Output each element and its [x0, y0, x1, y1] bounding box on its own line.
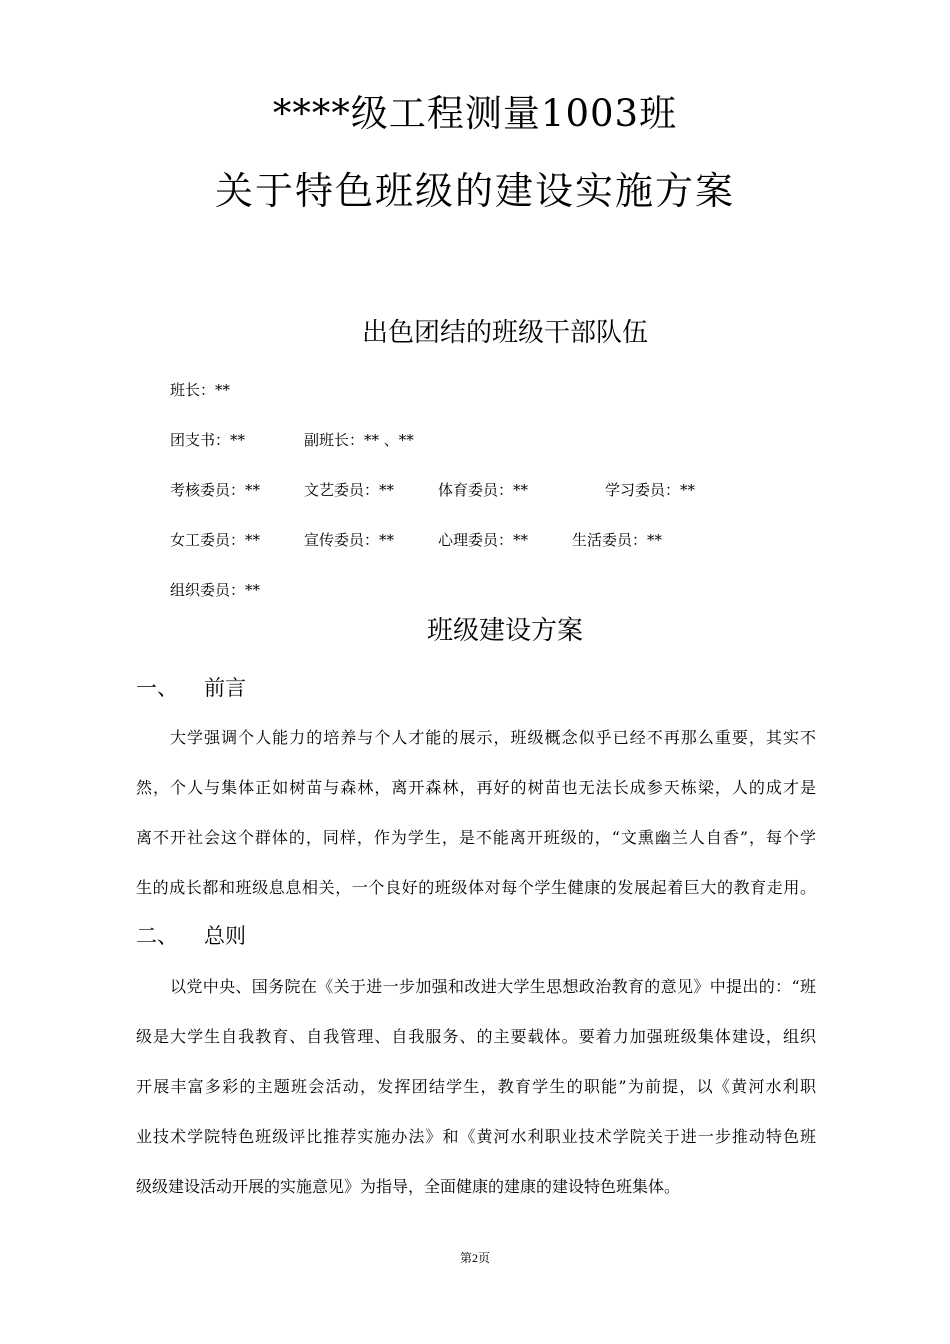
cadre-sports-member: 体育委员：** [438, 481, 529, 499]
section-number: 二、 [136, 924, 178, 948]
paragraph-line: 级是大学生自我教育、自我管理、自我服务、的主要载体。要着力加强班级集体建设，组织 [136, 1027, 816, 1046]
cadre-assessment-member: 考核委员：** [170, 481, 261, 499]
preface-paragraph [136, 713, 816, 913]
cadre-arts-member: 文艺委员：** [304, 481, 395, 499]
document-title-line1: ****级工程测量1003班 [272, 92, 678, 135]
paragraph-line: 业技术学院特色班级评比推荐实施办法》和《黄河水利职业技术学院关于进一步推动特色班 [136, 1127, 816, 1146]
cadre-psychology-member: 心理委员：** [438, 531, 529, 549]
section-number: 一、 [136, 676, 178, 700]
cadre-league-secretary: 团支书：** [170, 431, 246, 449]
cadre-vice-monitor: 副班长：** 、** [304, 431, 414, 449]
general-principles-paragraph [136, 962, 816, 1212]
section-title: 总则 [204, 924, 246, 948]
section-title: 前言 [204, 676, 246, 700]
document-title-line2: 关于特色班级的建设实施方案 [214, 169, 735, 213]
paragraph-line: 级级建设活动开展的实施意见》为指导，全面健康的建康的建设特色班集体。 [136, 1177, 681, 1196]
paragraph-line: 以党中央、国务院在《关于进一步加强和改进大学生思想政治教育的意见》中提出的：“班 [170, 977, 816, 996]
cadre-class-monitor: 班长：** [170, 381, 231, 399]
cadre-publicity-member: 宣传委员：** [304, 531, 395, 549]
paragraph-line: 离不开社会这个群体的，同样，作为学生，是不能离开班级的，“文熏幽兰人自香”，每个学 [136, 828, 816, 847]
plan-section-heading: 班级建设方案 [426, 616, 583, 646]
paragraph-line: 开展丰富多彩的主题班会活动，发挥团结学生，教育学生的职能”为前提，以《黄河水利职 [136, 1077, 816, 1096]
paragraph-line: 大学强调个人能力的培养与个人才能的展示，班级概念似乎已经不再那么重要，其实不 [170, 728, 816, 747]
cadre-study-member: 学习委员：** [605, 481, 696, 499]
paragraph-line: 然，个人与集体正如树苗与森林，离开森林，再好的树苗也无法长成参天栋梁，人的成才是 [136, 778, 816, 797]
cadre-female-worker-member: 女工委员：** [170, 531, 261, 549]
page-number: 第2页 [459, 1251, 490, 1265]
cadre-section-heading: 出色团结的班级干部队伍 [361, 318, 648, 348]
cadre-organization-member: 组织委员：** [170, 581, 261, 599]
paragraph-line: 生的成长都和班级息息相关，一个良好的班级体对每个学生健康的发展起着巨大的教育走用。 [136, 878, 816, 897]
cadre-life-member: 生活委员：** [572, 531, 663, 549]
